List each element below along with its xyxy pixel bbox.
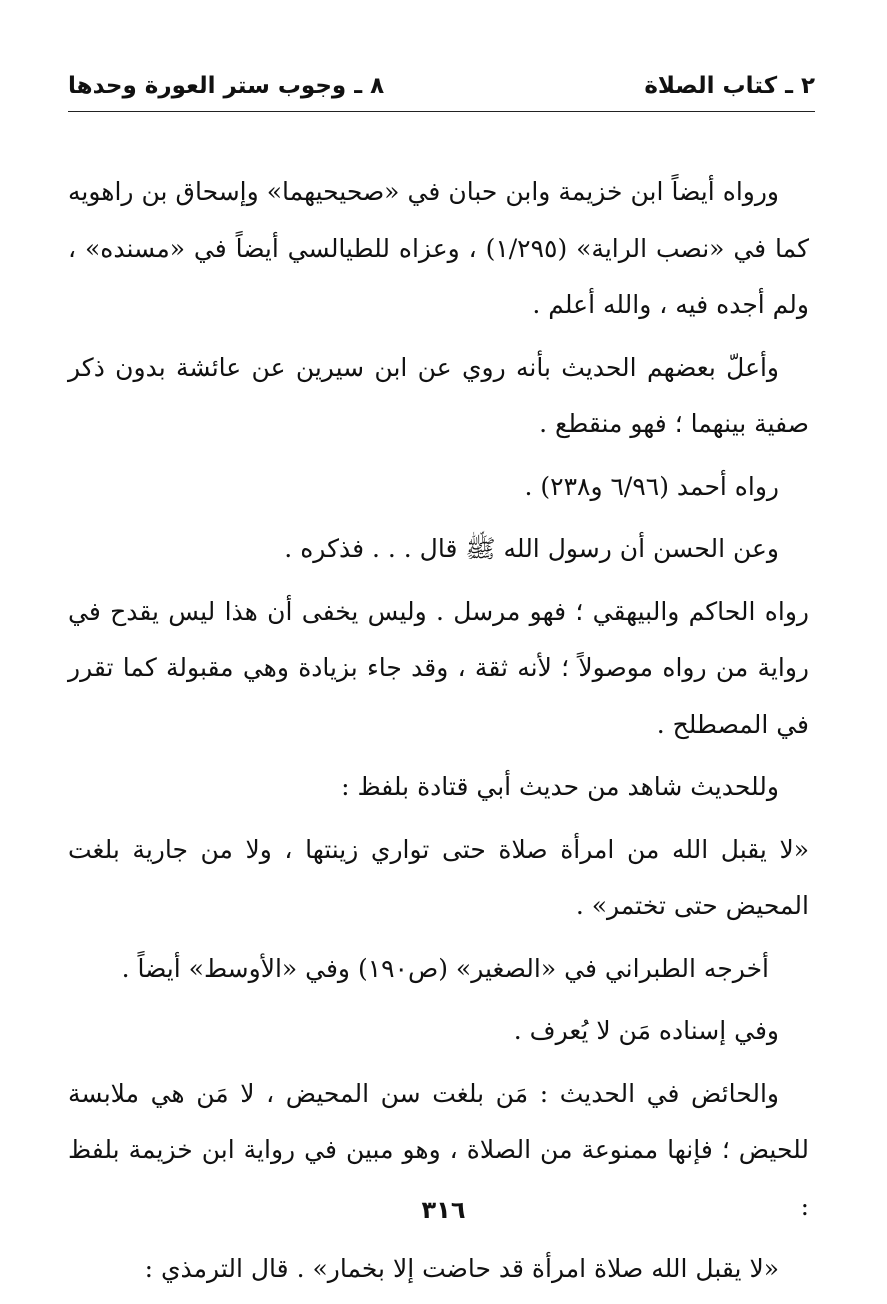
header-section-title: ٨ ـ وجوب ستر العورة وحدها bbox=[68, 73, 385, 99]
paragraph: «لا يقبل الله صلاة امرأة قد حاضت إلا بخمار» . قال الترمذي : bbox=[144, 1254, 779, 1283]
paragraph: وللحديث شاهد من حديث أبي قتادة بلفظ : bbox=[341, 772, 779, 801]
paragraph: والحائض في الحديث : مَن بلغت سن المحيض ، لا مَن هي ملابسة للحيض ؛ فإنها ممنوعة من الصلاة ، وهو مبين في رواية ابن خزيمة بلفظ : bbox=[68, 1078, 809, 1221]
paragraph: رواه أحمد (٦/٩٦ و٢٣٨) . bbox=[524, 471, 779, 501]
page-number: ٣١٦ bbox=[421, 1196, 466, 1224]
paragraph: وفي إسناده مَن لا يُعرف . bbox=[513, 1016, 779, 1045]
paragraph: وعن الحسن أن رسول الله ﷺ قال . . . فذكره . bbox=[284, 534, 779, 563]
paragraph: ورواه أيضاً ابن خزيمة وابن حبان في «صحيحيهما» وإسحاق بن راهويه كما في «نصب الراية» (١/٢٩٥) ، وعزاه للطيالسي أيضاً في «مسنده» ، ولم أجده فيه ، والله أعلم . bbox=[68, 177, 809, 319]
paragraph: أخرجه الطبراني في «الصغير» (ص١٩٠) وفي «الأوسط» أيضاً . bbox=[121, 953, 769, 983]
paragraph: رواه الحاكم والبيهقي ؛ فهو مرسل . وليس يخفى أن هذا ليس يقدح في رواية من رواه موصولاً ؛ لأنه ثقة ، وقد جاء بزيادة وهي مقبولة كما تقرر في المصطلح . bbox=[68, 596, 809, 739]
header-divider bbox=[68, 111, 815, 112]
paragraph: وأعلّ بعضهم الحديث بأنه روي عن ابن سيرين عن عائشة بدون ذكر صفية بينهما ؛ فهو منقطع . bbox=[68, 352, 809, 438]
header-chapter-title: ٢ ـ كتاب الصلاة bbox=[644, 73, 815, 99]
running-header bbox=[68, 66, 815, 106]
body-text bbox=[68, 164, 809, 1304]
paragraph: «لا يقبل الله من امرأة صلاة حتى تواري زينتها ، ولا من جارية بلغت المحيض حتى تختمر» . bbox=[68, 834, 809, 920]
